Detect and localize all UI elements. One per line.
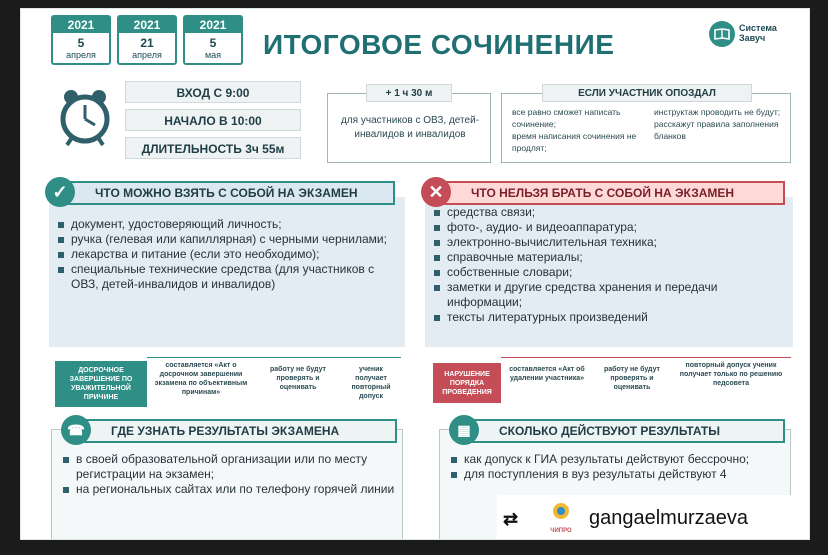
- list-item: справочные материалы;: [431, 250, 787, 265]
- calendar-day: 21: [140, 36, 154, 50]
- forbidden-panel: [425, 197, 793, 347]
- allowed-heading: ЧТО МОЖНО ВЗЯТЬ С СОБОЙ НА ЭКЗАМЕН: [63, 181, 395, 205]
- results-where-list: [60, 452, 396, 497]
- calendar-year: 2021: [119, 17, 175, 33]
- chipro-logo: [543, 499, 579, 535]
- repost-overlay: [497, 495, 810, 540]
- calendar-month: апреля: [66, 50, 96, 60]
- results-where-heading: ГДЕ УЗНАТЬ РЕЗУЛЬТАТЫ ЭКЗАМЕНА: [79, 419, 397, 443]
- late-item: расскажут правила заполнения бланков: [654, 119, 779, 141]
- extra-time-text: для участников с ОВЗ, детей-инвалидов и инвалидов: [341, 115, 479, 140]
- allowed-list: [55, 217, 395, 292]
- list-item: собственные словари;: [431, 265, 787, 280]
- calendar-month: апреля: [132, 50, 162, 60]
- duration: ДЛИТЕЛЬНОСТЬ 3ч 55м: [125, 137, 301, 159]
- list-item: в своей образовательной организации или по месту регистрации на экзамен;: [60, 452, 396, 482]
- flow-step: повторный допуск ученик получает только по решению педсовета: [679, 362, 783, 387]
- flow-step: составляется «Акт об удалении участника»: [509, 366, 585, 382]
- late-box: [501, 88, 791, 163]
- extra-time-box: [327, 88, 491, 163]
- infographic-card: [20, 8, 810, 540]
- list-item: для поступления в вуз результаты действуют 4: [448, 467, 784, 482]
- list-item: фото-, аудио- и видеоаппаратура;: [431, 220, 787, 235]
- late-right: [654, 106, 786, 142]
- late-left: [512, 106, 644, 154]
- brand-name: Система Завуч: [739, 23, 777, 43]
- list-item: специальные технические средства (для участников с ОВЗ, детей-инвалидов и инвалидов): [55, 262, 395, 292]
- calendar-date-3: [183, 15, 243, 65]
- flow-step: работу не будут проверять и оценивать: [270, 366, 326, 391]
- forbidden-list: [431, 205, 787, 325]
- flow-arrow: [501, 357, 791, 358]
- repost-icon: ⇄: [503, 509, 519, 529]
- checkmark-icon: ✓: [45, 177, 75, 207]
- page-title: ИТОГОВОЕ СОЧИНЕНИЕ: [263, 29, 615, 60]
- late-item: время написания сочинения не продлят;: [512, 131, 637, 153]
- calendar-date-1: [51, 15, 111, 65]
- late-title: ЕСЛИ УЧАСТНИК ОПОЗДАЛ: [542, 84, 752, 102]
- cross-icon: ✕: [421, 177, 451, 207]
- list-item: тексты литературных произведений: [431, 310, 787, 325]
- flow-arrow: [147, 357, 401, 358]
- book-icon: [709, 21, 735, 47]
- results-valid-list: [448, 452, 784, 482]
- list-item: заметки и другие средства хранения и передачи информации;: [431, 280, 787, 310]
- forbidden-heading: ЧТО НЕЛЬЗЯ БРАТЬ С СОБОЙ НА ЭКЗАМЕН: [439, 181, 785, 205]
- calendar-day: 5: [209, 36, 217, 50]
- violation-tag: НАРУШЕНИЕ ПОРЯДКА ПРОВЕДЕНИЯ: [433, 363, 501, 403]
- results-where-panel: [51, 429, 403, 540]
- chipro-logo-text: ЧИПРО: [550, 528, 572, 534]
- phone-icon: ☎: [61, 415, 91, 445]
- calendar-month: мая: [204, 50, 222, 60]
- calendar-year: 2021: [53, 17, 109, 33]
- allowed-panel: [49, 197, 405, 347]
- calendar-date-2: [117, 15, 177, 65]
- entry-time: ВХОД С 9:00: [125, 81, 301, 103]
- calendar-day: 5: [77, 36, 85, 50]
- late-item: все равно сможет написать сочинение;: [512, 107, 621, 129]
- results-valid-heading: СКОЛЬКО ДЕЙСТВУЮТ РЕЗУЛЬТАТЫ: [467, 419, 785, 443]
- list-item: лекарства и питание (если это необходимо);: [55, 247, 395, 262]
- flow-step: составляется «Акт о досрочном завершении экзамена по объективным причинам»: [154, 362, 248, 396]
- alarm-clock-icon: [57, 85, 113, 147]
- list-item: средства связи;: [431, 205, 787, 220]
- list-item: на региональных сайтах или по телефону горячей линии: [60, 482, 396, 497]
- repost-account[interactable]: gangaelmurzaeva: [589, 507, 748, 529]
- flow-step: работу не будут проверять и оценивать: [604, 366, 660, 391]
- list-item: ручка (гелевая или капиллярная) с черными чернилами;: [55, 232, 395, 247]
- extra-time-label: + 1 ч 30 м: [366, 84, 452, 102]
- list-item: документ, удостоверяющий личность;: [55, 217, 395, 232]
- flow-step: ученик получает повторный допуск: [351, 366, 391, 400]
- late-item: инструктаж проводить не будут;: [654, 107, 781, 117]
- list-item: как допуск к ГИА результаты действуют бессрочно;: [448, 452, 784, 467]
- list-item: электронно-вычислительная техника;: [431, 235, 787, 250]
- start-time: НАЧАЛО В 10:00: [125, 109, 301, 131]
- calendar-year: 2021: [185, 17, 241, 33]
- calendar-icon: ▦: [449, 415, 479, 445]
- early-completion-tag: ДОСРОЧНОЕ ЗАВЕРШЕНИЕ ПО УВАЖИТЕЛЬНОЙ ПРИЧИНЕ: [55, 361, 147, 407]
